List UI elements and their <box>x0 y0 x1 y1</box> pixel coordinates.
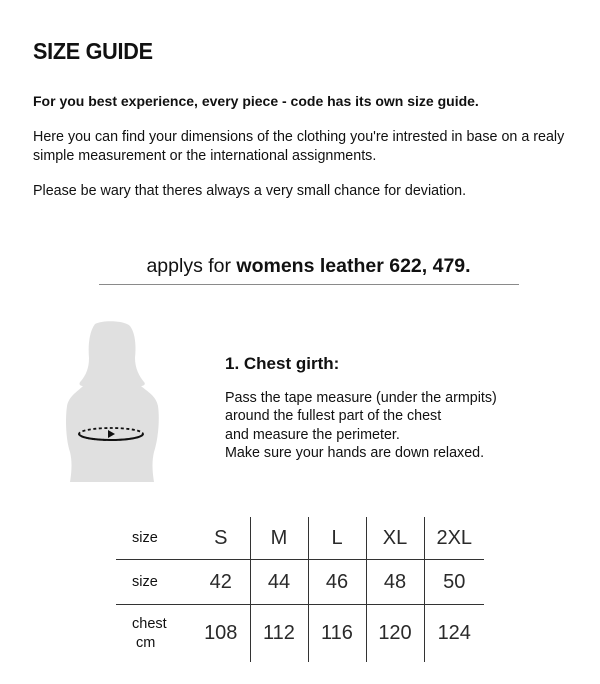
header-cell: XL <box>366 517 424 560</box>
instruction-line: around the fullest part of the chest <box>225 408 442 425</box>
applies-to <box>0 255 600 278</box>
table-cell: 50 <box>424 560 484 605</box>
header-cell: S <box>192 517 250 560</box>
table-cell: 108 <box>204 622 238 644</box>
table-row <box>116 605 484 663</box>
table-cell: 44 <box>250 560 308 605</box>
row-label <box>116 560 192 605</box>
measurement-instructions <box>225 389 497 462</box>
intro-paragraph-1: Here you can find your dimensions of the clothing you're intrested in base on a realy simple measurement or the international assignments. <box>33 129 565 164</box>
section-divider <box>99 284 519 285</box>
instruction-line: Make sure your hands are down relaxed. <box>225 444 485 461</box>
measurement-title: 1. Chest girth: <box>225 354 340 373</box>
row-label-line: size <box>132 573 158 590</box>
size-table <box>116 517 484 662</box>
female-torso-chest-tape-icon <box>62 320 164 486</box>
table-cell: 112 <box>250 605 308 663</box>
header-cell: L <box>308 517 366 560</box>
header-cell: M <box>250 517 308 560</box>
table-cell: 116 <box>308 605 366 663</box>
table-cell: 48 <box>366 560 424 605</box>
row-label-line: chest <box>132 615 167 632</box>
instruction-line: Pass the tape measure (under the armpits) <box>225 390 497 406</box>
row-label: size <box>116 517 192 560</box>
intro-paragraph-2: Please be wary that theres always a very small chance for deviation. <box>33 183 467 199</box>
applies-prefix: applys for <box>146 255 231 277</box>
applies-products: womens leather 622, 479. <box>236 255 471 277</box>
table-cell: 46 <box>308 560 366 605</box>
header-cell: 2XL <box>424 517 484 560</box>
page-title: SIZE GUIDE <box>33 38 153 64</box>
row-label-line: cm <box>136 634 156 651</box>
table-header-row <box>116 517 484 560</box>
intro-lead: For you best experience, every piece - code has its own size guide. <box>33 93 479 109</box>
table-row <box>116 560 484 605</box>
table-cell: 120 <box>366 605 424 663</box>
table-cell: 124 <box>424 605 484 663</box>
table-cell: 42 <box>192 560 250 605</box>
row-label <box>116 605 192 663</box>
instruction-line: and measure the perimeter. <box>225 426 400 443</box>
